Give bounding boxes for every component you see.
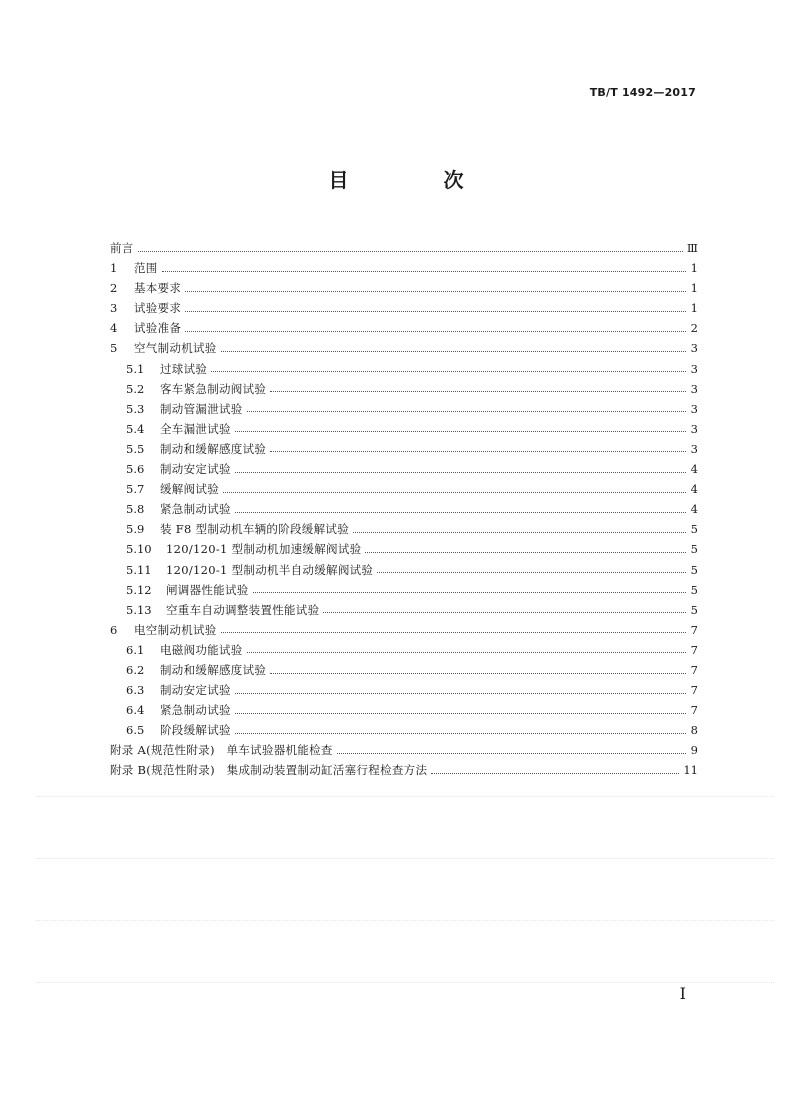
dot-leader: [270, 441, 686, 452]
toc-entry-label: 缓解阀试验: [160, 482, 219, 497]
toc-entry-number: 5.2: [126, 381, 145, 396]
toc-entry-page: 8: [690, 723, 698, 738]
toc-entry-number: 4: [110, 321, 118, 336]
toc-entry-page: 7: [690, 703, 698, 718]
toc-entry-page: 7: [690, 642, 698, 657]
dot-leader: [223, 482, 686, 493]
dot-leader: [270, 663, 686, 674]
toc-entry-page: 3: [690, 381, 698, 396]
toc-entry-label: 制动安定试验: [160, 683, 231, 698]
toc-entry[interactable]: [110, 479, 698, 499]
toc-entry-page: 4: [690, 482, 698, 497]
toc-entry-label: 制动管漏泄试验: [160, 401, 243, 416]
dot-leader: [247, 642, 686, 653]
toc-entry[interactable]: [110, 258, 698, 278]
toc-entry-page: 1: [690, 281, 698, 296]
dot-leader: [185, 301, 686, 312]
toc-entry-page: 9: [690, 743, 698, 758]
toc-entry-label: 范围: [134, 261, 158, 276]
toc-entry-number: 5.12: [126, 582, 152, 597]
toc-entry-label: 制动和缓解感度试验: [160, 441, 267, 456]
toc-entry-label: 阶段缓解试验: [160, 723, 231, 738]
dot-leader: [431, 763, 679, 774]
toc-entry[interactable]: [110, 399, 698, 419]
toc-entry-page: 3: [690, 361, 698, 376]
toc-entry-page: 5: [690, 542, 698, 557]
toc-entry-label: 基本要求: [134, 281, 182, 296]
toc-entry-label: 电空制动机试验: [134, 622, 217, 637]
toc-entry-number: 5.3: [126, 401, 145, 416]
scan-artifact-line: [36, 858, 774, 859]
toc-entry-number: 6: [110, 622, 118, 637]
page-number: I: [679, 984, 686, 1003]
toc-entry[interactable]: [110, 660, 698, 680]
dot-leader: [253, 582, 686, 593]
toc-entry-page: 7: [690, 683, 698, 698]
toc-entry-page: 3: [690, 341, 698, 356]
page-title: 目 次: [328, 168, 508, 192]
toc-entry-label: 闸调器性能试验: [166, 582, 249, 597]
toc-entry-number: 6.3: [126, 683, 145, 698]
toc-entry-page: 7: [690, 622, 698, 637]
toc-entry-number: 5.7: [126, 482, 145, 497]
toc-entry-number: 5.1: [126, 361, 145, 376]
table-of-contents: [110, 238, 698, 781]
toc-entry-page: 5: [690, 602, 698, 617]
toc-entry-number: 5.10: [126, 542, 152, 557]
toc-entry[interactable]: [110, 640, 698, 660]
toc-entry-label: 制动安定试验: [160, 462, 231, 477]
toc-entry[interactable]: [110, 238, 698, 258]
toc-entry[interactable]: [110, 439, 698, 459]
toc-entry-label: 装 F8 型制动机车辆的阶段缓解试验: [160, 522, 350, 537]
dot-leader: [138, 241, 683, 252]
toc-entry[interactable]: [110, 680, 698, 700]
toc-entry-number: 6.1: [126, 642, 145, 657]
toc-entry-label: 附录 A(规范性附录) 单车试验器机能检查: [110, 743, 333, 758]
toc-entry-number: 5: [110, 341, 118, 356]
toc-entry-number: 5.6: [126, 462, 145, 477]
toc-entry-page: 3: [690, 441, 698, 456]
toc-entry-label: 120/120-1 型制动机半自动缓解阀试验: [166, 562, 374, 577]
dot-leader: [323, 602, 686, 613]
toc-entry-number: 5.11: [126, 562, 152, 577]
dot-leader: [365, 542, 686, 553]
dot-leader: [337, 743, 686, 754]
dot-leader: [162, 261, 686, 272]
toc-entry[interactable]: [110, 318, 698, 338]
toc-entry-label: 客车紧急制动阀试验: [160, 381, 267, 396]
toc-entry-page: 2: [690, 321, 698, 336]
dot-leader: [235, 723, 686, 734]
toc-entry-number: 1: [110, 261, 118, 276]
scan-artifact-line: [36, 982, 774, 983]
toc-entry[interactable]: [110, 600, 698, 620]
dot-leader: [185, 281, 686, 292]
toc-entry-number: 6.5: [126, 723, 145, 738]
standard-number: TB/T 1492—2017: [589, 86, 696, 99]
toc-entry[interactable]: [110, 379, 698, 399]
toc-entry[interactable]: [110, 338, 698, 358]
dot-leader: [235, 703, 686, 714]
toc-entry-label: 制动和缓解感度试验: [160, 662, 267, 677]
toc-entry-label: 空气制动机试验: [134, 341, 217, 356]
toc-entry-label: 紧急制动试验: [160, 703, 231, 718]
toc-entry-page: 3: [690, 421, 698, 436]
toc-entry-number: 3: [110, 301, 118, 316]
dot-leader: [221, 341, 686, 352]
toc-entry[interactable]: [110, 278, 698, 298]
dot-leader: [235, 462, 686, 473]
toc-entry[interactable]: [110, 620, 698, 640]
toc-entry-page: 1: [690, 301, 698, 316]
dot-leader: [270, 381, 686, 392]
toc-entry-label: 电磁阀功能试验: [160, 642, 243, 657]
toc-entry[interactable]: [110, 359, 698, 379]
toc-entry-number: 6.2: [126, 662, 145, 677]
toc-entry[interactable]: [110, 720, 698, 740]
toc-entry-page: Ⅲ: [686, 241, 698, 255]
toc-entry[interactable]: [110, 539, 698, 559]
toc-entry-page: 4: [690, 462, 698, 477]
dot-leader: [247, 401, 686, 412]
toc-entry-page: 5: [690, 562, 698, 577]
dot-leader: [235, 683, 686, 694]
toc-entry[interactable]: [110, 459, 698, 479]
dot-leader: [235, 502, 686, 513]
scan-artifact-line: [36, 796, 774, 797]
toc-entry[interactable]: [110, 700, 698, 720]
toc-entry-label: 附录 B(规范性附录) 集成制动装置制动缸活塞行程检查方法: [110, 763, 428, 778]
dot-leader: [211, 361, 686, 372]
toc-entry-label: 空重车自动调整装置性能试验: [166, 602, 320, 617]
toc-entry-label: 紧急制动试验: [160, 502, 231, 517]
toc-entry[interactable]: [110, 580, 698, 600]
toc-entry[interactable]: [110, 519, 698, 539]
toc-entry-page: 5: [690, 522, 698, 537]
toc-entry-label: 120/120-1 型制动机加速缓解阀试验: [166, 542, 362, 557]
toc-entry-label: 试验准备: [134, 321, 182, 336]
toc-entry-page: 7: [690, 662, 698, 677]
toc-entry-number: 6.4: [126, 703, 145, 718]
toc-entry-page: 11: [683, 763, 698, 778]
toc-entry-label: 过球试验: [160, 361, 208, 376]
toc-entry-page: 3: [690, 401, 698, 416]
dot-leader: [221, 622, 686, 633]
toc-entry-label: 前言: [110, 241, 134, 255]
toc-entry-label: 试验要求: [134, 301, 182, 316]
dot-leader: [377, 562, 686, 573]
dot-leader: [353, 522, 686, 533]
toc-entry-page: 4: [690, 502, 698, 517]
dot-leader: [235, 421, 686, 432]
scan-artifact-line: [36, 920, 774, 921]
toc-entry-number: 2: [110, 281, 118, 296]
toc-entry-number: 5.8: [126, 502, 145, 517]
toc-entry-page: 5: [690, 582, 698, 597]
toc-entry[interactable]: [110, 560, 698, 580]
toc-entry-number: 5.5: [126, 441, 145, 456]
toc-entry[interactable]: [110, 298, 698, 318]
toc-entry-number: 5.9: [126, 522, 145, 537]
toc-entry[interactable]: [110, 499, 698, 519]
toc-entry[interactable]: [110, 760, 698, 780]
toc-entry-number: 5.13: [126, 602, 152, 617]
toc-entry-page: 1: [690, 261, 698, 276]
toc-entry[interactable]: [110, 740, 698, 760]
toc-entry-label: 全车漏泄试验: [160, 421, 231, 436]
toc-entry[interactable]: [110, 419, 698, 439]
dot-leader: [185, 321, 686, 332]
toc-entry-number: 5.4: [126, 421, 145, 436]
